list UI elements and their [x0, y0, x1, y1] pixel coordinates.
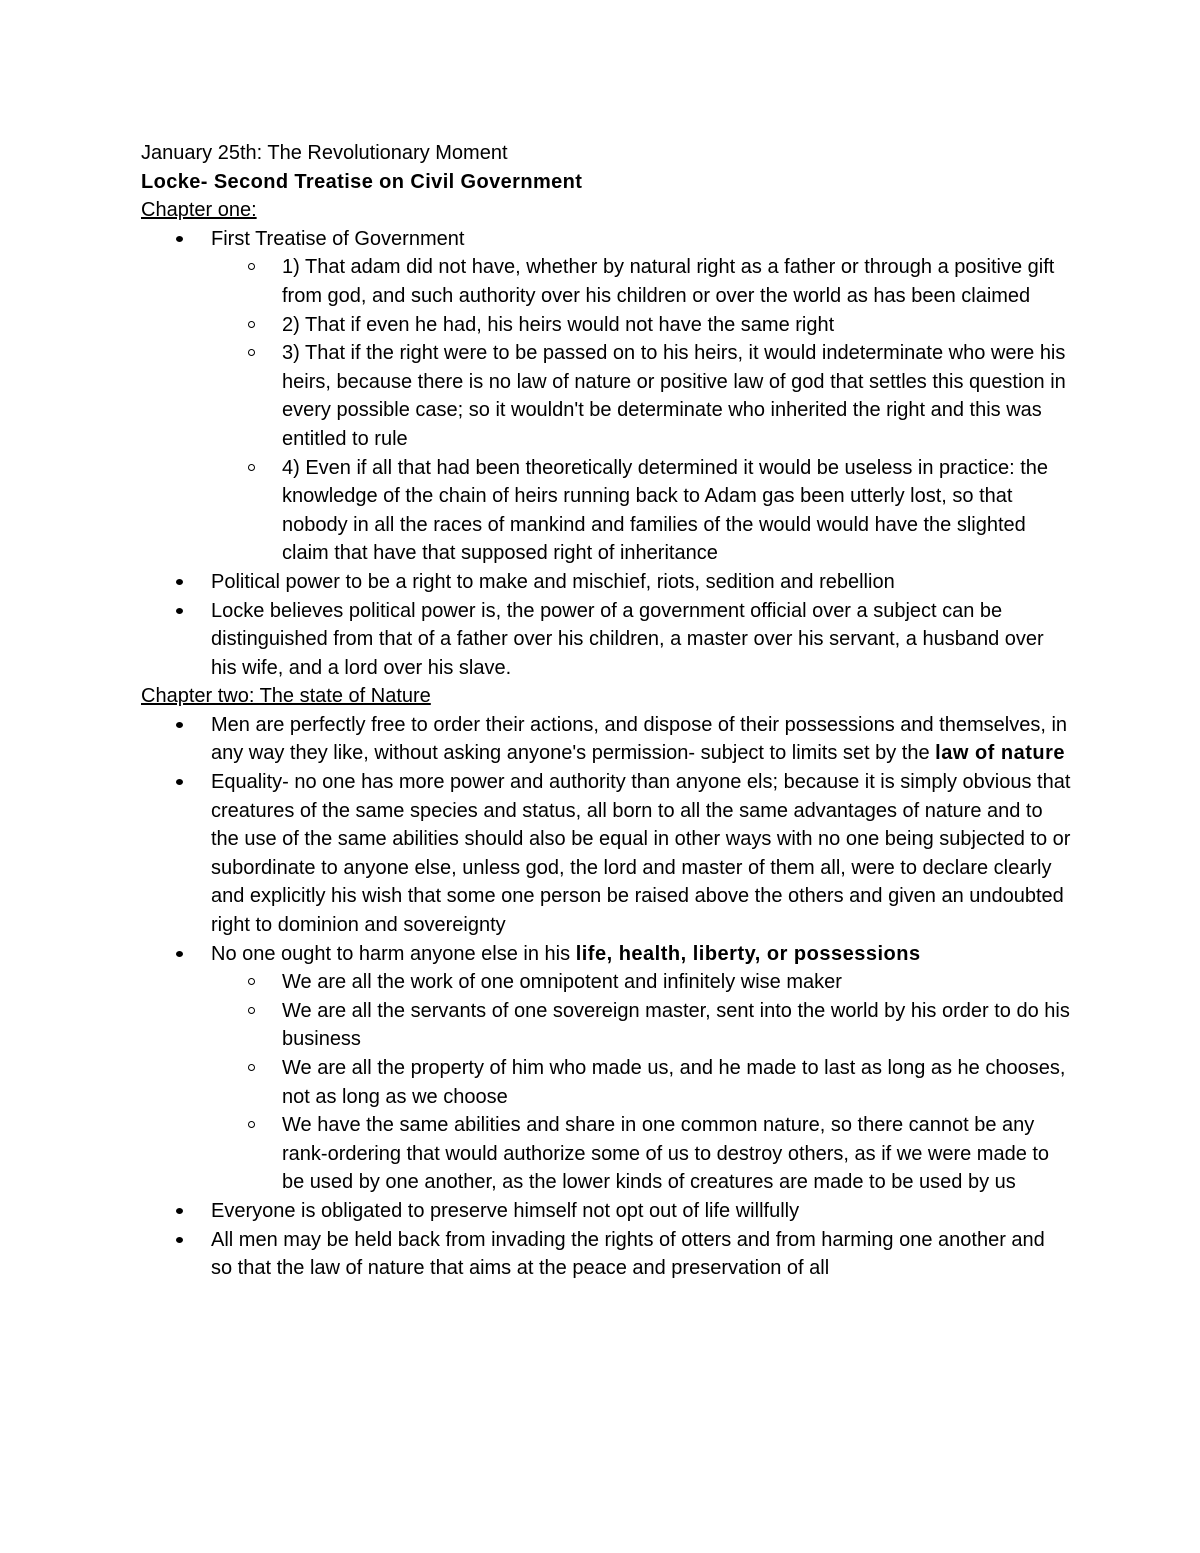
- sub-list-item: [211, 311, 1071, 340]
- list-item-text: [282, 454, 1071, 568]
- text-run: We are all the property of him who made us, and he made to last as long as he chooses, not as long as we choose: [282, 1057, 1066, 1108]
- text-run: 4) Even if all that had been theoretically determined it would be useless in practice: the knowledge of the chain of heirs running back to Adam gas been utterly lost, so that nobody in all the races of mankind and families of the would would have the slighted claim that have that supposed right of inheritance: [282, 456, 1048, 565]
- date-heading: January 25th: The Revolutionary Moment: [141, 142, 508, 164]
- list-item: [141, 1226, 1071, 1283]
- list-item: [141, 711, 1071, 768]
- list-item-text: [282, 253, 1071, 310]
- sub-list-item: [211, 253, 1071, 310]
- chapter-one-heading: Chapter one:: [141, 199, 257, 222]
- list-item-text: [282, 339, 1071, 453]
- sub-list-item: [211, 1111, 1071, 1197]
- document-body: [141, 139, 1071, 1283]
- text-run: First Treatise of Government: [211, 227, 465, 250]
- text-run: We are all the servants of one sovereign master, sent into the world by his order to do his business: [282, 999, 1070, 1051]
- list-item: [141, 597, 1071, 683]
- chapter-two-heading: Chapter two: The state of Nature: [141, 685, 431, 708]
- list-item: [141, 768, 1071, 940]
- list-item-text: [282, 311, 1071, 340]
- list-item: [141, 940, 1071, 1197]
- sub-list-item: [211, 968, 1071, 997]
- text-run: Locke believes political power is, the power of a government official over a subject can be distinguished from that of a father over his children, a master over his servant, a husband over his wife, and a lord over his slave.: [211, 599, 1044, 679]
- list-item-text: [211, 597, 1071, 683]
- sub-list-item: [211, 339, 1071, 453]
- text-run: No one ought to harm anyone else in his: [211, 942, 576, 965]
- chapter-two-list: [141, 711, 1071, 1283]
- list-item-text: [282, 1111, 1071, 1197]
- list-item-text: [211, 1226, 1071, 1283]
- list-item-text: [282, 1054, 1071, 1111]
- text-run: Equality- no one has more power and authority than anyone els; because it is simply obvious that creatures of the same species and status, all born to all the same advantages of nature and to the use of the same abilities should also be equal in other ways with no one being subjected to or subordinate to anyone else, unless god, the lord and master of them all, were to declare clearly and explicitly his wish that some one person be raised above the others and given an undoubted right to dominion and sovereignty: [211, 771, 1071, 937]
- list-item-text: [282, 997, 1071, 1054]
- list-item-text: [211, 940, 1071, 969]
- chapter-one-list: [141, 225, 1071, 683]
- text-run: 2) That if even he had, his heirs would not have the same right: [282, 313, 835, 336]
- list-item-text: [211, 568, 1071, 597]
- document-title: Locke- Second Treatise on Civil Government: [141, 170, 583, 193]
- text-run: 3) That if the right were to be passed on to his heirs, it would indeterminate who were his heirs, because there is no law of nature or positive law of god that settles this question in every possible case; so it wouldn't be determinate who inherited the right and this was entitled to rule: [282, 342, 1066, 450]
- text-run: Political power to be a right to make and mischief, riots, sedition and rebellion: [211, 570, 895, 593]
- list-item-text: [282, 968, 1071, 997]
- bold-phrase: life, health, liberty, or possessions: [575, 942, 921, 965]
- list-item: [141, 1197, 1071, 1226]
- text-run: We are all the work of one omnipotent and infinitely wise maker: [282, 971, 842, 994]
- sub-list-item: [211, 1054, 1071, 1111]
- sub-list: [211, 253, 1071, 568]
- list-item-text: [211, 1197, 1071, 1226]
- sub-list: [211, 968, 1071, 1197]
- text-run: All men may be held back from invading the rights of otters and from harming one another and so that the law of nature that aims at the peace and preservation of all: [211, 1228, 1045, 1280]
- list-item: [141, 568, 1071, 597]
- list-item-text: [211, 768, 1071, 940]
- list-item: [141, 225, 1071, 568]
- bold-phrase: law of nature: [935, 742, 1066, 765]
- sub-list-item: [211, 997, 1071, 1054]
- text-run: Everyone is obligated to preserve himself not opt out of life willfully: [211, 1199, 800, 1222]
- sub-list-item: [211, 454, 1071, 568]
- text-run: We have the same abilities and share in one common nature, so there cannot be any rank-ordering that would authorize some of us to destroy others, as if we were made to be used by one another, as the lower kinds of creatures are made to be used by us: [282, 1114, 1050, 1194]
- list-item-text: [211, 711, 1071, 768]
- text-run: Men are perfectly free to order their actions, and dispose of their possessions and themselves, in any way they like, without asking anyone's permission- subject to limits set by the: [211, 713, 1068, 765]
- list-item-text: [211, 225, 1071, 254]
- text-run: 1) That adam did not have, whether by natural right as a father or through a positive gift from god, and such authority over his children or over the world as has been claimed: [282, 256, 1055, 307]
